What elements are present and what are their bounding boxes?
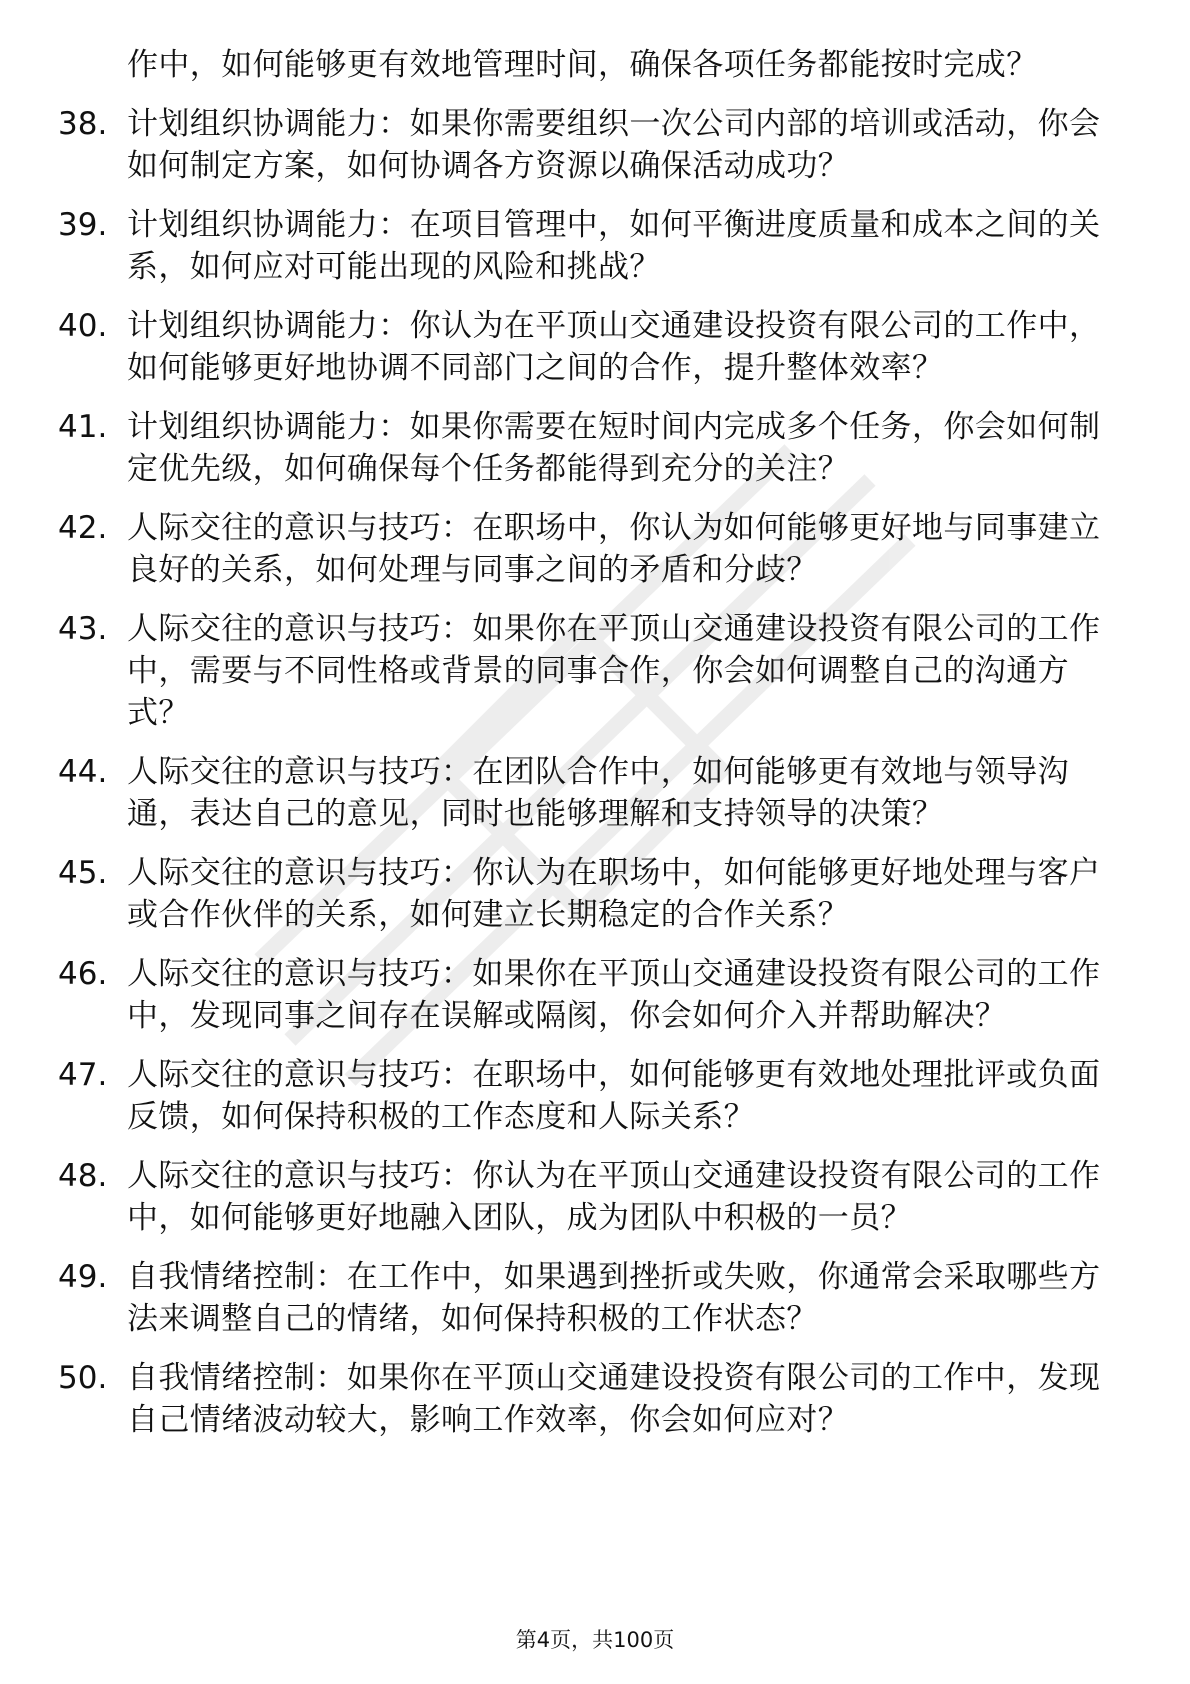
question-text: 作中，如何能够更有效地管理时间，确保各项任务都能按时完成？ bbox=[127, 47, 1038, 83]
question-text: 自我情绪控制：在工作中，如果遇到挫折或失败，你通常会采取哪些方法来调整自己的情绪，如何保持积极的工作状态？ bbox=[127, 1259, 1101, 1337]
list-item bbox=[0, 852, 1190, 936]
question-number: 49. bbox=[58, 1259, 108, 1295]
question-text: 人际交往的意识与技巧：如果你在平顶山交通建设投资有限公司的工作中，需要与不同性格或背景的同事合作，你会如何调整自己的沟通方式？ bbox=[127, 611, 1101, 731]
list-item bbox=[0, 1256, 1190, 1340]
question-number: 41. bbox=[58, 409, 108, 445]
question-number: 45. bbox=[58, 855, 108, 891]
question-number: 40. bbox=[58, 308, 108, 344]
question-number: 50. bbox=[58, 1360, 108, 1396]
question-text: 人际交往的意识与技巧：你认为在职场中，如何能够更好地处理与客户或合作伙伴的关系，如何建立长期稳定的合作关系？ bbox=[127, 855, 1101, 933]
question-text: 计划组织协调能力：如果你需要组织一次公司内部的培训或活动，你会如何制定方案，如何协调各方资源以确保活动成功？ bbox=[127, 106, 1101, 184]
question-text: 计划组织协调能力：你认为在平顶山交通建设投资有限公司的工作中，如何能够更好地协调不同部门之间的合作，提升整体效率？ bbox=[127, 308, 1101, 386]
question-text: 自我情绪控制：如果你在平顶山交通建设投资有限公司的工作中，发现自己情绪波动较大，影响工作效率，你会如何应对？ bbox=[127, 1360, 1101, 1438]
question-text: 计划组织协调能力：如果你需要在短时间内完成多个任务，你会如何制定优先级，如何确保每个任务都能得到充分的关注？ bbox=[127, 409, 1101, 487]
question-number: 42. bbox=[58, 510, 108, 546]
list-item bbox=[0, 953, 1190, 1037]
question-number: 46. bbox=[58, 956, 108, 992]
list-item bbox=[0, 507, 1190, 591]
question-text: 计划组织协调能力：在项目管理中，如何平衡进度质量和成本之间的关系，如何应对可能出现的风险和挑战？ bbox=[127, 207, 1101, 285]
question-text: 人际交往的意识与技巧：你认为在平顶山交通建设投资有限公司的工作中，如何能够更好地融入团队，成为团队中积极的一员？ bbox=[127, 1158, 1101, 1236]
list-item bbox=[0, 608, 1190, 734]
list-item bbox=[0, 305, 1190, 389]
question-text: 人际交往的意识与技巧：如果你在平顶山交通建设投资有限公司的工作中，发现同事之间存在误解或隔阂，你会如何介入并帮助解决？ bbox=[127, 956, 1101, 1034]
question-text: 人际交往的意识与技巧：在职场中，你认为如何能够更好地与同事建立良好的关系，如何处理与同事之间的矛盾和分歧？ bbox=[127, 510, 1101, 588]
page-number-footer: 第4页，共100页 bbox=[515, 1628, 675, 1652]
question-number: 39. bbox=[58, 207, 108, 243]
question-number: 48. bbox=[58, 1158, 108, 1194]
question-list bbox=[0, 44, 1190, 1458]
question-text: 人际交往的意识与技巧：在团队合作中，如何能够更有效地与领导沟通，表达自己的意见，同时也能够理解和支持领导的决策？ bbox=[127, 754, 1069, 832]
question-number: 38. bbox=[58, 106, 108, 142]
list-item bbox=[0, 204, 1190, 288]
list-item bbox=[0, 751, 1190, 835]
list-item bbox=[0, 1357, 1190, 1441]
question-number: 44. bbox=[58, 754, 108, 790]
list-item-continuation bbox=[0, 44, 1190, 86]
question-number: 43. bbox=[58, 611, 108, 647]
question-number: 47. bbox=[58, 1057, 108, 1093]
list-item bbox=[0, 1155, 1190, 1239]
question-text: 人际交往的意识与技巧：在职场中，如何能够更有效地处理批评或负面反馈，如何保持积极的工作态度和人际关系？ bbox=[127, 1057, 1101, 1135]
list-item bbox=[0, 103, 1190, 187]
list-item bbox=[0, 406, 1190, 490]
list-item bbox=[0, 1054, 1190, 1138]
